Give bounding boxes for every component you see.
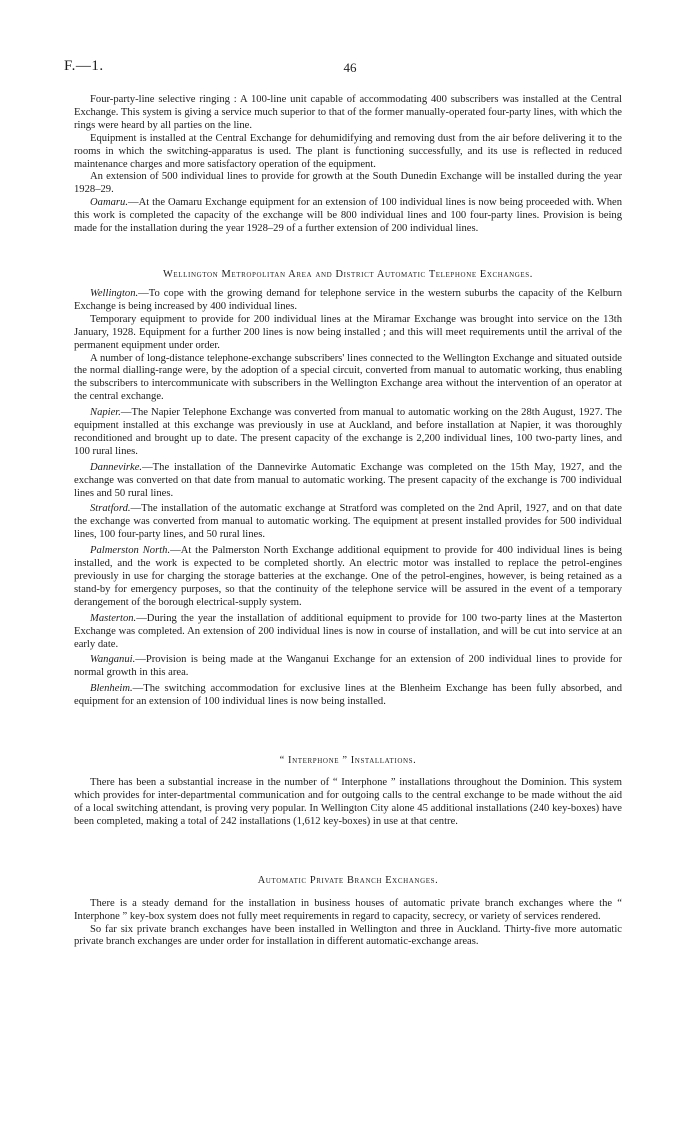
wellington-section: [74, 269, 622, 709]
place-name: Stratford.: [90, 503, 131, 515]
paragraph: Napier.—The Napier Telephone Exchange was converted from manual to automatic working on the 28th August, 1927. The equipment installed at this exchange was previously in use at Auckland, and before installation at Napier, it was thoroughly reconditioned and brought up to date. The present capacity of the exchange is 2,200 individual lines, 100 two-party lines, and 100 rural lines.: [74, 407, 622, 457]
paragraph: Masterton.—During the year the installation of additional equipment to provide for 100 two-party lines at the Masterton Exchange was completed. An extension of 200 individual lines is now in course of installation, and will be cut into service at an early date.: [74, 612, 622, 650]
page-body: [74, 94, 622, 949]
paragraph: Stratford.—The installation of the automatic exchange at Stratford was completed on the 2nd April, 1927, and on that date the exchange was converted from manual to automatic working. The equipment at present installed provides for 500 individual lines, 100 four-party lines, and 50 rural lines.: [74, 503, 622, 541]
paragraph: Wanganui.—Provision is being made at the Wanganui Exchange for an extension of 200 individual lines to provide for normal growth in this area.: [74, 654, 622, 679]
paragraph: So far six private branch exchanges have been installed in Wellington and three in Auckland. Thirty-five more automatic private branch exchanges are under order for installation in different automatic-exchange areas.: [74, 923, 622, 948]
paragraph: Oamaru.—At the Oamaru Exchange equipment for an extension of 100 individual lines is now being proceeded with. When this work is completed the capacity of the exchange will be 800 individual lines and 100 four-party lines. Provision is being made for the installation during the year 1928–29 of a further extension of 200 individual lines.: [74, 197, 622, 235]
place-name: Blenheim.: [90, 683, 133, 695]
place-name: Napier.: [90, 407, 121, 419]
interphone-section: [74, 755, 622, 829]
paragraph: Four-party-line selective ringing : A 100-line unit capable of accommodating 400 subscribers was installed at the Central Exchange. This system is giving a service much superior to that of the former manually-operated four-party lines, with which the rings were heard by all parties on the line.: [74, 94, 622, 131]
dunedin-section: [74, 94, 622, 236]
place-name: Masterton.: [90, 612, 137, 624]
paragraph: Temporary equipment to provide for 200 individual lines at the Miramar Exchange was brought into service on the 13th January, 1928. Equipment for a further 200 lines is now being installed ; and this will meet requirements until the arrival of the permanent equipment under order.: [74, 313, 622, 351]
place-name: Wellington.: [90, 287, 139, 299]
paragraph: A number of long-distance telephone-exchange subscribers' lines connected to the Wellington Exchange and situated outside the normal dialling-range were, by the adoption of a special circuit, converted from manual to automatic working, thus enabling the subscribers to intercommunicate with subscribers in the Wellington Exchange area without the intervention of an operator at the central exchange.: [74, 352, 622, 403]
page-number: 46: [343, 60, 357, 75]
section-heading: “ Interphone ” Installations.: [279, 755, 417, 767]
paragraph: Palmerston North.—At the Palmerston North Exchange additional equipment to provide for 400 individual lines is being installed, and the work is expected to be completed shortly. An electric motor was installed to replace the petrol-engines previously in use for charging the storage batteries at the exchange. One of the petrol-engines, however, is being retained as a stand-by for emergency purposes, so that the continuity of the telephone service will be assured in the event of a temporary derangement of the borough electrical-supply system.: [74, 545, 622, 608]
place-name: Oamaru.: [90, 197, 128, 209]
paragraph: An extension of 500 individual lines to provide for growth at the South Dunedin Exchange will be installed during the year 1928–29.: [74, 171, 622, 196]
section-heading: Wellington Metropolitan Area and District Automatic Telephone Exchanges.: [162, 268, 533, 280]
paragraph: There has been a substantial increase in the number of “ Interphone ” installations throughout the Dominion. This system which provides for inter-departmental communication and for outgoing calls to the central exchange to be made without the aid of a local switching attendant, is proving very popular. In Wellington City alone 45 additional installations (240 key-boxes) have been completed, making a total of 242 installations (1,612 key-boxes) in use at that centre.: [74, 777, 622, 827]
report-reference: F.—1.: [64, 58, 104, 74]
place-name: Wanganui.: [90, 654, 136, 666]
paragraph: Wellington.—To cope with the growing demand for telephone service in the western suburbs the capacity of the Kelburn Exchange is being increased by 400 individual lines.: [74, 287, 622, 312]
section-heading: Automatic Private Branch Exchanges.: [257, 874, 439, 886]
paragraph: Equipment is installed at the Central Exchange for dehumidifying and removing dust from the air before delivering it to the rooms in which the switching-apparatus is used. The plant is functioning successfully, and its use is reflected in reduced maintenance charges and more satisfactory operation of the equipment.: [74, 132, 622, 170]
paragraph: Dannevirke.—The installation of the Dannevirke Automatic Exchange was completed on the 15th May, 1927, and the exchange was converted on that date from manual to automatic working. The present capacity of the exchange is 700 individual lines and 50 rural lines.: [74, 461, 622, 499]
paragraph: There is a steady demand for the installation in business houses of automatic private branch exchanges where the “ Interphone ” key-box system does not fully meet requirements in regard to capacity, secrecy, or variety of services rendered.: [74, 897, 622, 922]
paragraph: Blenheim.—The switching accommodation for exclusive lines at the Blenheim Exchange has been fully absorbed, and equipment for an extension of 100 individual lines is now being installed.: [74, 683, 622, 708]
place-name: Palmerston North.: [90, 545, 171, 557]
pbx-section: [74, 875, 622, 950]
place-name: Dannevirke.: [90, 461, 143, 473]
